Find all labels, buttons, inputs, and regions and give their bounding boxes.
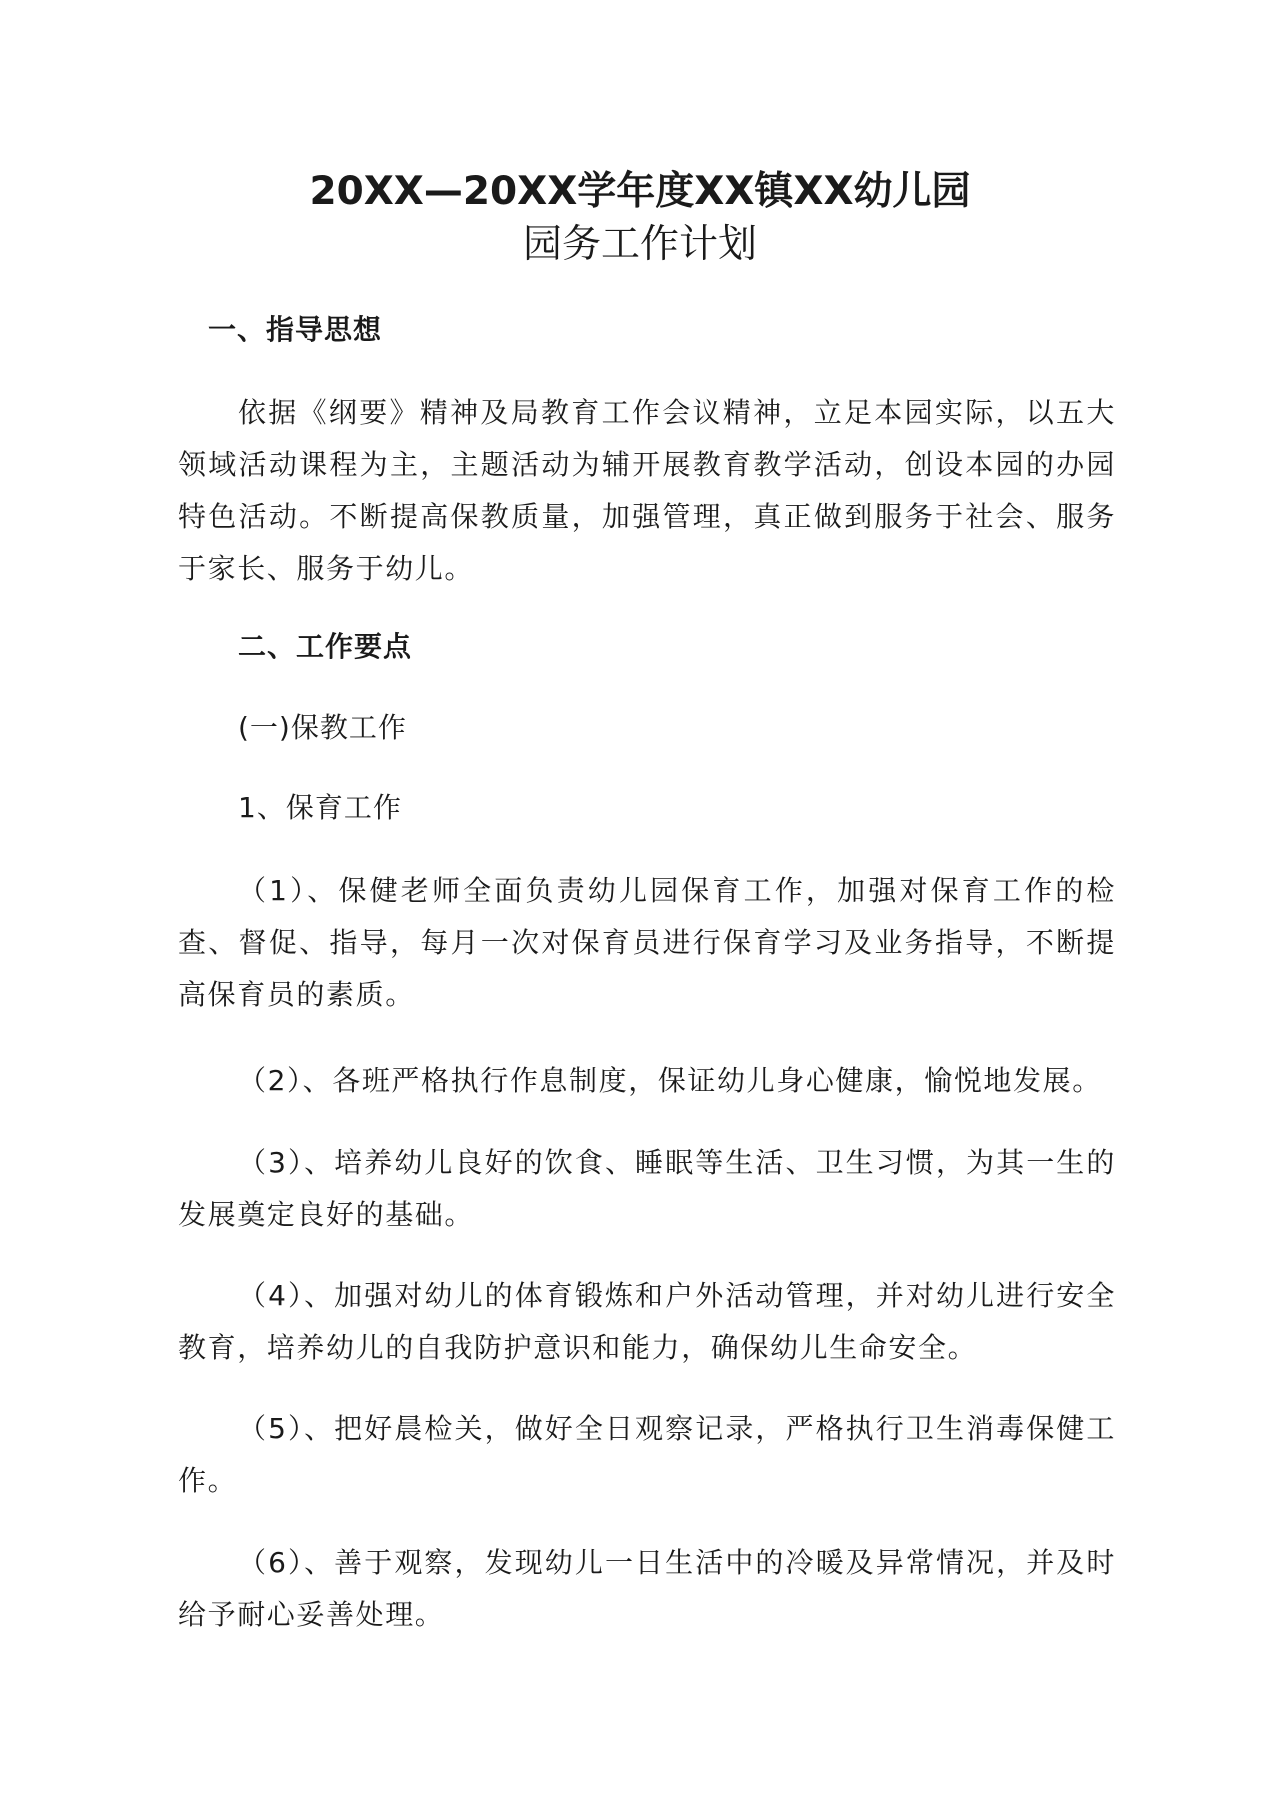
subsubsection-heading-baoyu: 1、保育工作	[238, 791, 402, 824]
document-title-line2: 园务工作计划	[522, 222, 757, 267]
subsection-heading-baojiao: (一)保教工作	[238, 711, 407, 744]
section2-heading: 二、工作要点	[238, 630, 413, 663]
list-item-5: （5）、把好晨检关，做好全日观察记录，严格执行卫生消毒保健工作。	[178, 1412, 1116, 1497]
section1-paragraph: 依据《纲要》精神及局教育工作会议精神，立足本园实际，以五大领域活动课程为主，主题活动为辅开展教育教学活动，创设本园的办园特色活动。不断提高保教质量，加强管理，真正做到服务于社会、服务于家长、服务于幼儿。	[178, 396, 1116, 585]
section1-heading: 一、指导思想	[208, 313, 383, 346]
document-title-line1: 20XX—20XX学年度XX镇XX幼儿园	[309, 169, 971, 214]
list-item-1: （1）、保健老师全面负责幼儿园保育工作，加强对保育工作的检查、督促、指导，每月一次对保育员进行保育学习及业务指导，不断提高保育员的素质。	[178, 874, 1116, 1011]
list-item-6: （6）、善于观察，发现幼儿一日生活中的冷暖及异常情况，并及时给予耐心妥善处理。	[178, 1546, 1116, 1631]
list-item-3: （3）、培养幼儿良好的饮食、睡眠等生活、卫生习惯，为其一生的发展奠定良好的基础。	[178, 1146, 1116, 1231]
list-item-2: （2）、各班严格执行作息制度，保证幼儿身心健康，愉悦地发展。	[238, 1064, 1102, 1097]
list-item-4: （4）、加强对幼儿的体育锻炼和户外活动管理，并对幼儿进行安全教育，培养幼儿的自我防护意识和能力，确保幼儿生命安全。	[178, 1279, 1116, 1364]
